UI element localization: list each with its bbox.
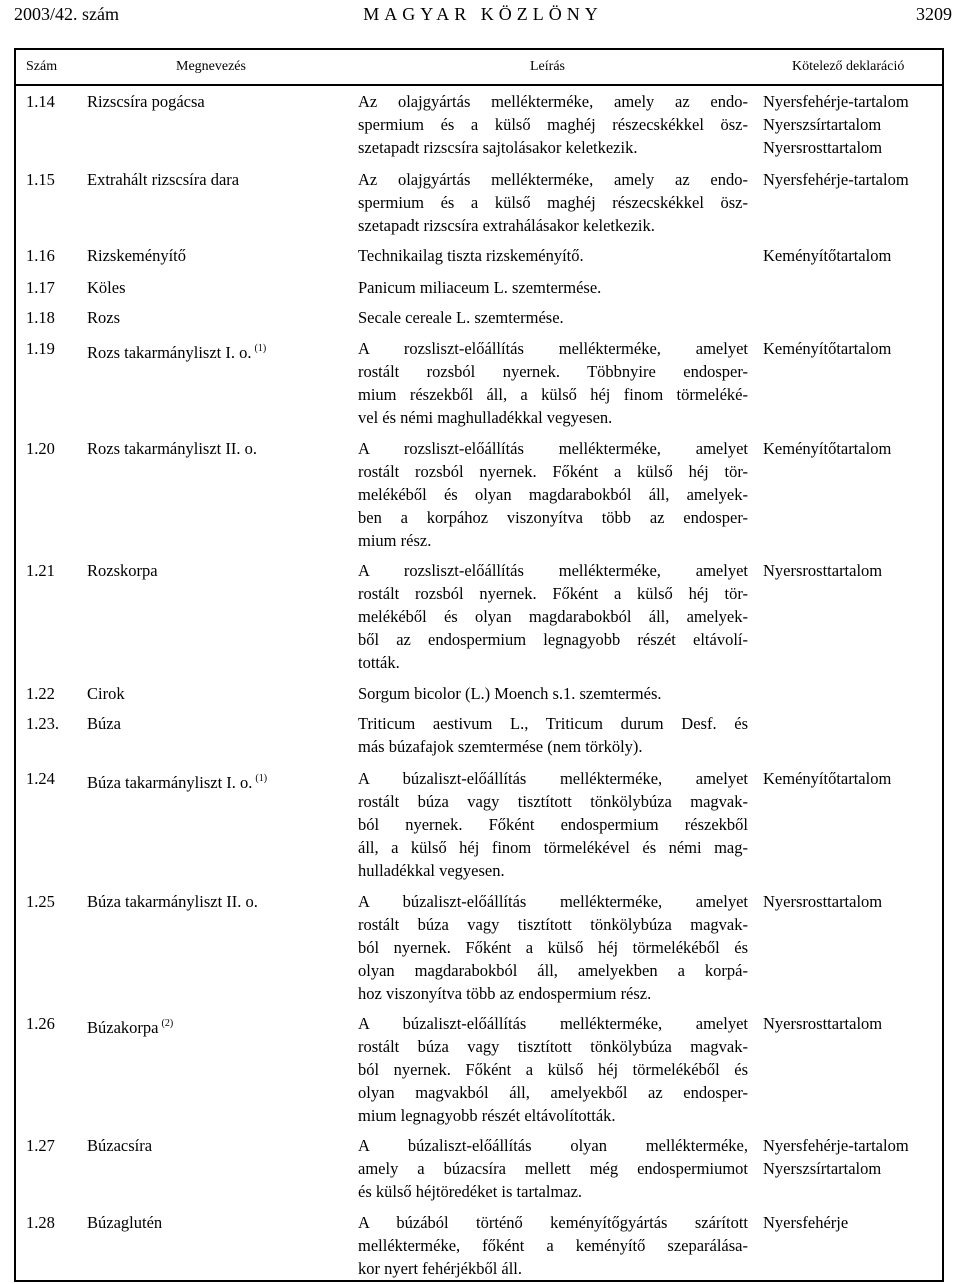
- row-description: [358, 559, 748, 674]
- declaration-item: Keményítőtartalom: [763, 439, 892, 458]
- description-line: rostált rozsból nyernek. Főként a külső héj tör-: [358, 584, 748, 603]
- row-number: 1.21: [26, 561, 55, 580]
- declaration-item: Keményítőtartalom: [763, 246, 892, 265]
- description-line: mellékterméke, főként a keményítő szeparálása-: [358, 1236, 748, 1255]
- row-description: [358, 306, 748, 329]
- description-line: Sorgum bicolor (L.) Moench s.1. szemtermés.: [358, 684, 662, 703]
- description-line: olyan magdarabokból áll, amelyekben a korpá-: [358, 961, 748, 980]
- description-line: tották.: [358, 653, 400, 672]
- row-declaration: [763, 244, 891, 267]
- table-header: [16, 50, 942, 86]
- row-number: 1.28: [26, 1213, 55, 1232]
- footnote-marker: (1): [254, 343, 267, 354]
- row-declaration: [763, 1012, 882, 1035]
- description-line: mium részekből áll, a külső héj finom törmeléké-: [358, 385, 748, 404]
- description-line: melékéből és olyan magdarabokból áll, amelyek-: [358, 607, 748, 626]
- row-number: 1.24: [26, 769, 55, 788]
- row-number: 1.23.: [26, 714, 59, 733]
- description-line: Technikailag tiszta rizskeményítő.: [358, 246, 584, 265]
- description-line: rostált búza vagy tisztított tönkölybúza magvak-: [358, 792, 748, 811]
- description-line: rostált rozsból nyernek. Főként a külső héj tör-: [358, 462, 748, 481]
- row-number: 1.20: [26, 439, 55, 458]
- description-line: Secale cereale L. szemtermése.: [358, 308, 564, 327]
- description-line: ból nyernek. Főként a külső héj törmelékéből és: [358, 938, 748, 957]
- row-name: Cirok: [87, 684, 125, 703]
- row-name: Rozs takarmányliszt I. o. $^{(1)}$: [87, 343, 267, 362]
- declaration-item: Keményítőtartalom: [763, 339, 892, 358]
- row-declaration: [763, 559, 882, 582]
- description-line: A búzaliszt-előállítás olyan mellékterméke,: [358, 1136, 748, 1155]
- description-line: rostált búza vagy tisztított tönkölybúza magvak-: [358, 915, 748, 934]
- description-line: hulladékkal vegyesen.: [358, 861, 505, 880]
- row-number: 1.16: [26, 246, 55, 265]
- declaration-item: Nyersrosttartalom: [763, 138, 883, 157]
- row-description: [358, 682, 748, 705]
- declaration-item: Keményítőtartalom: [763, 769, 892, 788]
- row-name: Rozs takarmányliszt II. o.: [87, 439, 257, 458]
- description-line: Triticum aestivum L., Triticum durum Desf. és: [358, 714, 748, 733]
- description-line: áll, a külső héj finom törmelékével és némi mag-: [358, 838, 748, 857]
- declaration-item: Nyersfehérje: [763, 1213, 849, 1232]
- row-description: [358, 337, 748, 429]
- description-line: Az olajgyártás mellékterméke, amely az endo-: [358, 92, 748, 111]
- page-number: 3209: [916, 4, 952, 24]
- description-line: Az olajgyártás mellékterméke, amely az endo-: [358, 170, 748, 189]
- description-line: vel és némi maghulladékkal vegyesen.: [358, 408, 613, 427]
- description-line: hoz viszonyítva több az endospermium rész.: [358, 984, 652, 1003]
- description-line: A búzaliszt-előállítás mellékterméke, amelyet: [358, 892, 748, 911]
- description-line: mium rész.: [358, 531, 432, 550]
- declaration-item: Nyersfehérje-tartalom: [763, 170, 909, 189]
- description-line: szetapadt rizscsíra sajtolásakor keletkezik.: [358, 138, 638, 157]
- description-line: rostált rozsból nyernek. Többnyire endosper-: [358, 362, 748, 381]
- column-header-number: Szám: [26, 59, 58, 74]
- description-line: spermium és a külső maghéj részecskékkel ösz-: [358, 193, 748, 212]
- row-name: Rizskeményítő: [87, 246, 186, 265]
- row-number: 1.15: [26, 170, 55, 189]
- column-header-declaration: Kötelező deklaráció: [792, 59, 905, 74]
- description-line: kor nyert fehérjékből áll.: [358, 1259, 523, 1278]
- description-line: A búzaliszt-előállítás mellékterméke, amelyet: [358, 1014, 748, 1033]
- row-name: Búza takarmányliszt I. o. $^{(1)}$: [87, 773, 268, 792]
- description-line: melékéből és olyan magdarabokból áll, amelyek-: [358, 485, 748, 504]
- row-name: Extrahált rizscsíra dara: [87, 170, 240, 189]
- description-line: A rozsliszt-előállítás mellékterméke, amelyet: [358, 439, 748, 458]
- description-line: és külső héjtöredéket is tartalmaz.: [358, 1182, 583, 1201]
- declaration-item: Nyerszsírtartalom: [763, 1159, 882, 1178]
- row-description: [358, 437, 748, 552]
- row-description: [358, 890, 748, 1005]
- row-declaration: [763, 1134, 909, 1180]
- row-description: [358, 244, 748, 267]
- description-line: amely a búzacsíra mellett még endospermiumot: [358, 1159, 748, 1178]
- row-declaration: [763, 1211, 848, 1234]
- declaration-item: Nyerszsírtartalom: [763, 115, 882, 134]
- description-line: rostált búza vagy tisztított tönkölybúza magvak-: [358, 1037, 748, 1056]
- row-name: Köles: [87, 278, 126, 297]
- row-declaration: [763, 890, 882, 913]
- row-number: 1.26: [26, 1014, 55, 1033]
- row-declaration: [763, 437, 891, 460]
- row-name: Rozs: [87, 308, 120, 327]
- row-name: Búzacsíra: [87, 1136, 153, 1155]
- feed-materials-table: [14, 48, 944, 1282]
- row-name: Rizscsíra pogácsa: [87, 92, 205, 111]
- description-line: ből az endospermium legnagyobb részét eltávolí-: [358, 630, 748, 649]
- declaration-item: Nyersrosttartalom: [763, 561, 883, 580]
- description-line: ból nyernek. Főként endospermium részekből: [358, 815, 748, 834]
- row-name: Búza takarmányliszt II. o.: [87, 892, 258, 911]
- row-description: [358, 767, 748, 882]
- column-header-description: Leírás: [530, 59, 565, 74]
- footnote-marker: (1): [255, 773, 268, 784]
- description-line: Panicum miliaceum L. szemtermése.: [358, 278, 602, 297]
- description-line: spermium és a külső maghéj részecskékkel ösz-: [358, 115, 748, 134]
- row-number: 1.14: [26, 92, 55, 111]
- description-line: szetapadt rizscsíra extrahálásakor keletkezik.: [358, 216, 655, 235]
- declaration-item: Nyersrosttartalom: [763, 892, 883, 911]
- row-name: Búzaglutén: [87, 1213, 163, 1232]
- row-number: 1.25: [26, 892, 55, 911]
- description-line: A búzaliszt-előállítás mellékterméke, amelyet: [358, 769, 748, 788]
- row-number: 1.19: [26, 339, 55, 358]
- issue-number: 2003/42. szám: [14, 4, 119, 24]
- column-header-name: Megnevezés: [176, 59, 246, 74]
- description-line: olyan magvakból áll, amelyekből az endosper-: [358, 1083, 748, 1102]
- footnote-marker: (2): [161, 1018, 174, 1029]
- row-name: Rozskorpa: [87, 561, 158, 580]
- description-line: A rozsliszt-előállítás mellékterméke, amelyet: [358, 339, 748, 358]
- row-number: 1.27: [26, 1136, 55, 1155]
- description-line: más búzafajok szemtermése (nem törköly).: [358, 737, 643, 756]
- declaration-item: Nyersrosttartalom: [763, 1014, 883, 1033]
- row-declaration: [763, 90, 909, 159]
- description-line: ból nyernek. Főként a külső héj törmelékéből és: [358, 1060, 748, 1079]
- description-line: A rozsliszt-előállítás mellékterméke, amelyet: [358, 561, 748, 580]
- row-description: [358, 1012, 748, 1127]
- row-number: 1.22: [26, 684, 55, 703]
- page-header: [14, 4, 952, 30]
- description-line: mium legnagyobb részét eltávolították.: [358, 1106, 616, 1125]
- row-declaration: [763, 337, 891, 360]
- row-description: [358, 712, 748, 758]
- row-description: [358, 90, 748, 159]
- row-description: [358, 1211, 748, 1280]
- row-name: Búzakorpa $^{(2)}$: [87, 1018, 174, 1037]
- row-name: Búza: [87, 714, 121, 733]
- row-number: 1.18: [26, 308, 55, 327]
- row-description: [358, 1134, 748, 1203]
- row-declaration: [763, 168, 909, 191]
- declaration-item: Nyersfehérje-tartalom: [763, 1136, 909, 1155]
- row-description: [358, 276, 748, 299]
- description-line: ben a korpához viszonyítva több az endosper-: [358, 508, 748, 527]
- declaration-item: Nyersfehérje-tartalom: [763, 92, 909, 111]
- row-description: [358, 168, 748, 237]
- row-number: 1.17: [26, 278, 55, 297]
- row-declaration: [763, 767, 891, 790]
- description-line: A búzából történő keményítőgyártás szárított: [358, 1213, 748, 1232]
- publication-title: MAGYAR KÖZLÖNY: [363, 4, 603, 24]
